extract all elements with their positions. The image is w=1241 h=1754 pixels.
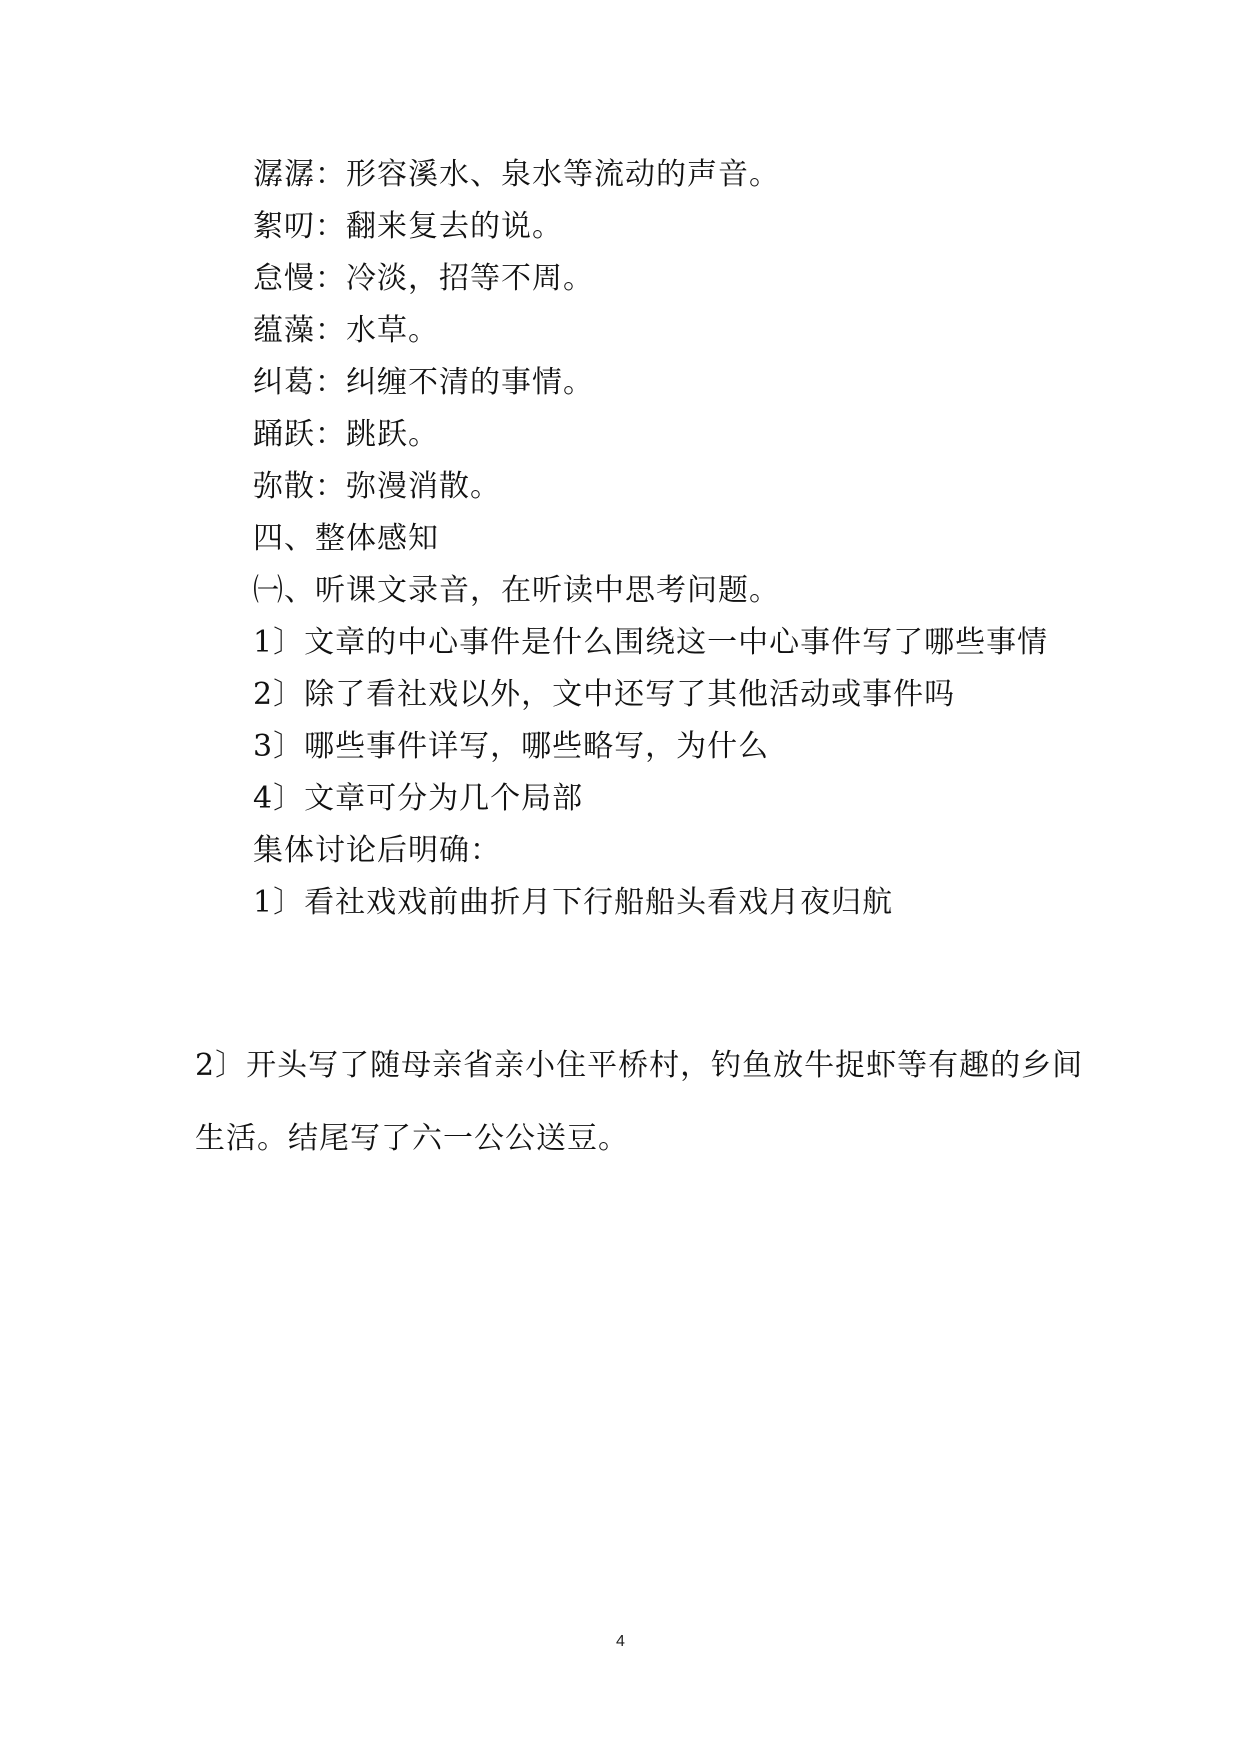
vocab-misan: 弥散：弥漫消散。 <box>253 469 501 504</box>
vocab-daiman: 怠慢：冷淡，招等不周。 <box>253 261 594 296</box>
vocab-yunzao: 蕴藻：水草。 <box>253 313 439 348</box>
vocab-yongyue: 踊跃：跳跃。 <box>253 417 439 452</box>
vocab-jiuge: 纠葛：纠缠不清的事情。 <box>253 365 594 400</box>
question-2: 2〕除了看社戏以外，文中还写了其他活动或事件吗 <box>253 677 956 712</box>
answer-2-line-2: 生活。结尾写了六一公公送豆。 <box>195 1121 629 1156</box>
page-number: 4 <box>616 1633 625 1650</box>
answer-1: 1〕看社戏戏前曲折月下行船船头看戏月夜归航 <box>253 885 894 920</box>
discussion-heading: 集体讨论后明确： <box>253 833 501 868</box>
vocab-xudao: 絮叨：翻来复去的说。 <box>253 209 563 244</box>
question-3: 3〕哪些事件详写，哪些略写，为什么 <box>253 729 770 764</box>
question-4: 4〕文章可分为几个局部 <box>253 781 584 816</box>
section-heading: 四、整体感知 <box>253 521 439 556</box>
question-1: 1〕文章的中心事件是什么围绕这一中心事件写了哪些事情 <box>253 625 1049 660</box>
answer-2-line-1: 2〕开头写了随母亲省亲小住平桥村，钓鱼放牛捉虾等有趣的乡间 <box>195 1048 1084 1083</box>
vocab-chanchan: 潺潺：形容溪水、泉水等流动的声音。 <box>253 157 780 192</box>
instruction-line: ㈠、听课文录音，在听读中思考问题。 <box>253 573 780 608</box>
